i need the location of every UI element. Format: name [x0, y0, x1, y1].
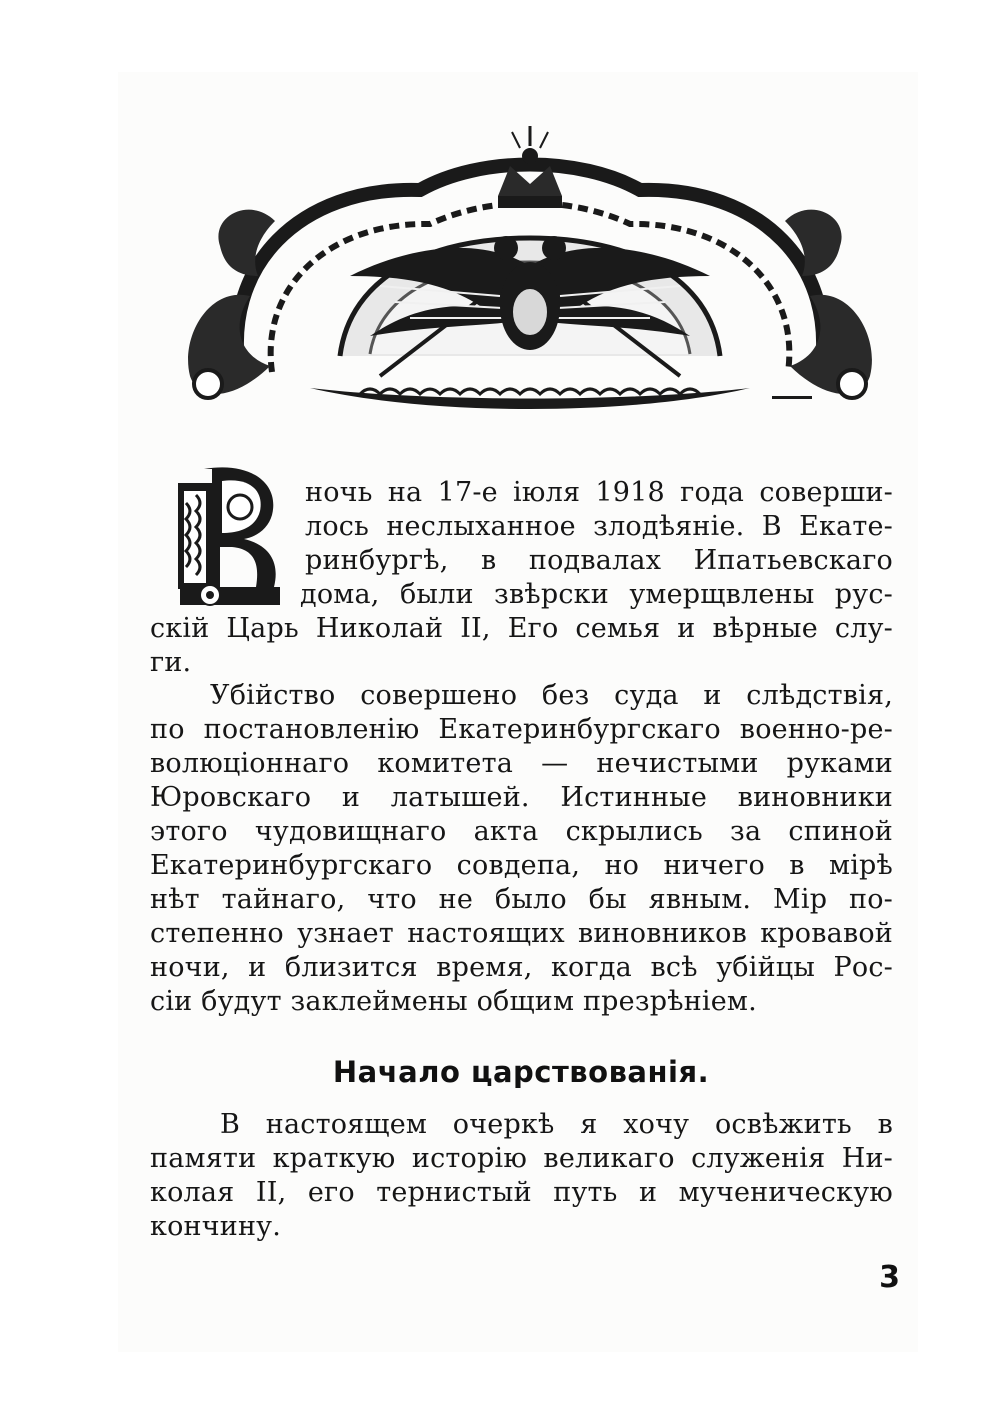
text-line: ги. — [150, 647, 192, 678]
ornamental-initial-icon — [160, 463, 296, 611]
section-heading: Начало царствованія. — [332, 1055, 710, 1089]
text-line: памяти краткую исторію великаго служенія Ни- — [150, 1143, 893, 1174]
text-line: волюціоннаго комитета — нечистыми руками — [150, 748, 893, 779]
imperial-double-headed-eagle-headpiece-icon — [180, 126, 880, 418]
text-line: сіи будут заклеймены общим презрѣніем. — [150, 986, 757, 1017]
text-line: ринбургѣ, в подвалах Ипатьевскаго — [305, 545, 893, 576]
text-line: скій Царь Николай II, Его семья и вѣрные слу- — [150, 613, 893, 644]
text-line: нѣт тайнаго, что не было бы явным. Мір по- — [150, 884, 893, 915]
text-line: этого чудовищнаго акта скрылись за спиной — [150, 816, 893, 847]
text-line: степенно узнает настоящих виновников кровавой — [150, 918, 893, 949]
text-line: дома, были звѣрски умерщвлены рус- — [300, 579, 893, 610]
text-line: Юровскаго и латышей. Истинные виновники — [150, 782, 893, 813]
text-line: колая II, его тернистый путь и мученическую — [150, 1177, 893, 1208]
text-line: по постановленію Екатеринбургскаго военно-ре- — [150, 714, 893, 745]
text-line: В настоящем очеркѣ я хочу освѣжить в — [220, 1109, 893, 1140]
page-number: 3 — [879, 1260, 900, 1295]
text-line: лось неслыханное злодѣяніе. В Екате- — [305, 511, 893, 542]
text-line: ночи, и близится время, когда всѣ убійцы Рос- — [150, 952, 893, 983]
text-line: ночь на 17-е іюля 1918 года соверши- — [305, 477, 893, 508]
text-line: Екатеринбургскаго совдепа, но ничего в мірѣ — [150, 850, 893, 881]
text-line: кончину. — [150, 1211, 282, 1242]
text-line: Убійство совершено без суда и слѣдствія, — [210, 680, 893, 711]
